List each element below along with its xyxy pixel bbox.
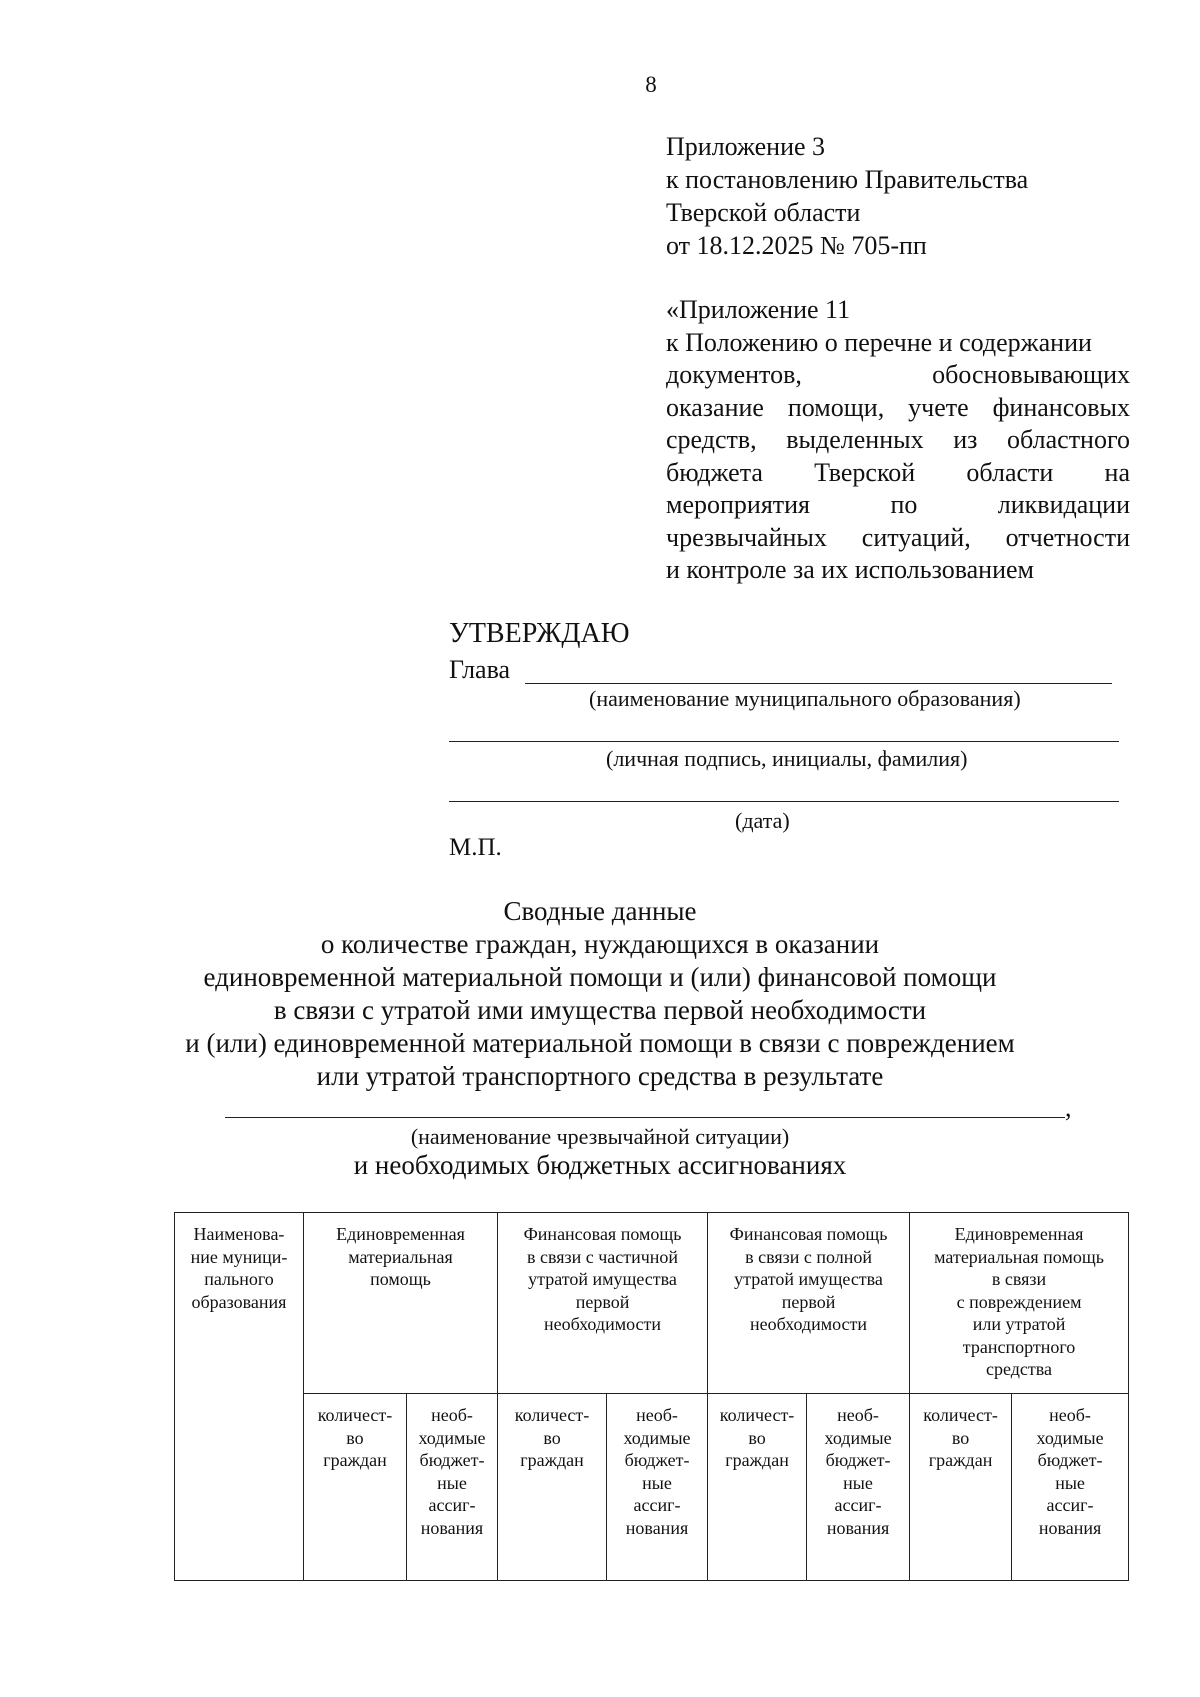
- header-group-text: Финансовая помощь в связи с полной утратой имущества первой необходимости: [729, 1224, 888, 1334]
- document-title: [0, 895, 1200, 1093]
- subheader-count: [708, 1394, 807, 1581]
- appendix-line: Тверской области: [666, 198, 861, 227]
- header-group-text: Финансовая помощь в связи с частичной утратой имущества первой необходимости: [523, 1224, 682, 1334]
- subheader-budget: [407, 1394, 498, 1581]
- head-label: Глава: [449, 655, 511, 684]
- annex-line: чрезвычайных ситуаций, отчетности: [666, 522, 1130, 552]
- subheader-count-text: количест- во граждан: [923, 1405, 998, 1470]
- signature-line: [449, 741, 1119, 742]
- header-group-vehicle: [910, 1213, 1129, 1394]
- subheader-budget: [1012, 1394, 1129, 1581]
- header-group-lump-sum-material: [304, 1213, 498, 1394]
- stamp-place: М.П.: [449, 834, 502, 861]
- title-line: единовременной материальной помощи и (или) финансовой помощи: [203, 962, 997, 992]
- header-municipality: [175, 1213, 304, 1581]
- signature-caption: (личная подпись, инициалы, фамилия): [606, 746, 968, 771]
- annex-line: «Приложение 11: [666, 295, 851, 324]
- appendix-line: от 18.12.2025 № 705-пп: [666, 231, 927, 260]
- subheader-count-text: количест- во граждан: [514, 1405, 590, 1470]
- annex-line: к Положению о перечне и содержании: [666, 327, 1092, 357]
- title-final-line: и необходимых бюджетных ассигнованиях: [353, 1150, 847, 1180]
- appendix-line: Приложение 3: [666, 132, 826, 161]
- subheader-count-text: количест- во граждан: [719, 1405, 795, 1470]
- subheader-budget-text: необ- ходимые бюджет- ные ассиг- нования: [1036, 1405, 1104, 1538]
- title-line: о количестве граждан, нуждающихся в оказании: [320, 929, 880, 959]
- title-comma: ,: [1065, 1093, 1072, 1122]
- approval-heading: УТВЕРЖДАЮ: [449, 618, 630, 649]
- header-group-text: Единовременная материальная помощь: [336, 1224, 465, 1289]
- subheader-budget: [807, 1394, 910, 1581]
- date-caption: (дата): [735, 808, 790, 833]
- header-group-full-loss: [708, 1213, 910, 1394]
- appendix-reference: [666, 130, 1130, 262]
- title-line: Сводные данные: [503, 896, 697, 926]
- page-number: 8: [645, 72, 657, 97]
- annex-line: документов, обосновывающих: [666, 360, 1130, 389]
- header-municipality-text: Наименова- ние муници- пального образования: [190, 1224, 288, 1312]
- emergency-caption: (наименование чрезвычайной ситуации): [410, 1124, 790, 1149]
- summary-table: [174, 1212, 1129, 1581]
- municipality-caption: (наименование муниципального образования): [589, 686, 1021, 711]
- subheader-budget-text: необ- ходимые бюджет- ные ассиг- нования: [418, 1405, 486, 1538]
- appendix-line: к постановлению Правительства: [666, 165, 1029, 194]
- header-group-text: Единовременная материальная помощь в связи с повреждением или утратой транспортного средства: [934, 1224, 1104, 1379]
- subheader-budget-text: необ- ходимые бюджет- ные ассиг- нования: [623, 1405, 691, 1538]
- title-line: и (или) единовременной материальной помощи в связи с повреждением: [185, 1028, 1015, 1058]
- subheader-budget-text: необ- ходимые бюджет- ные ассиг- нования: [824, 1405, 892, 1538]
- date-line: [449, 801, 1119, 802]
- emergency-name-line: [225, 1117, 1065, 1118]
- municipality-name-line: [525, 683, 1112, 684]
- subheader-count-text: количест- во граждан: [317, 1405, 393, 1470]
- annex-line: бюджета Тверской области на: [666, 457, 1130, 487]
- subheader-budget: [607, 1394, 708, 1581]
- annex-line: оказание помощи, учете финансовых: [666, 392, 1130, 422]
- header-group-partial-loss: [498, 1213, 708, 1394]
- annex-reference: [666, 294, 1130, 587]
- title-line: в связи с утратой ими имущества первой необходимости: [273, 995, 927, 1025]
- annex-line: мероприятия по ликвидации: [666, 490, 1130, 519]
- annex-line: средств, выделенных из областного: [666, 425, 1130, 454]
- subheader-count: [498, 1394, 607, 1581]
- title-line: или утратой транспортного средства в результате: [316, 1061, 884, 1091]
- subheader-count: [910, 1394, 1012, 1581]
- annex-line: и контроле за их использованием: [666, 555, 1034, 584]
- subheader-count: [304, 1394, 407, 1581]
